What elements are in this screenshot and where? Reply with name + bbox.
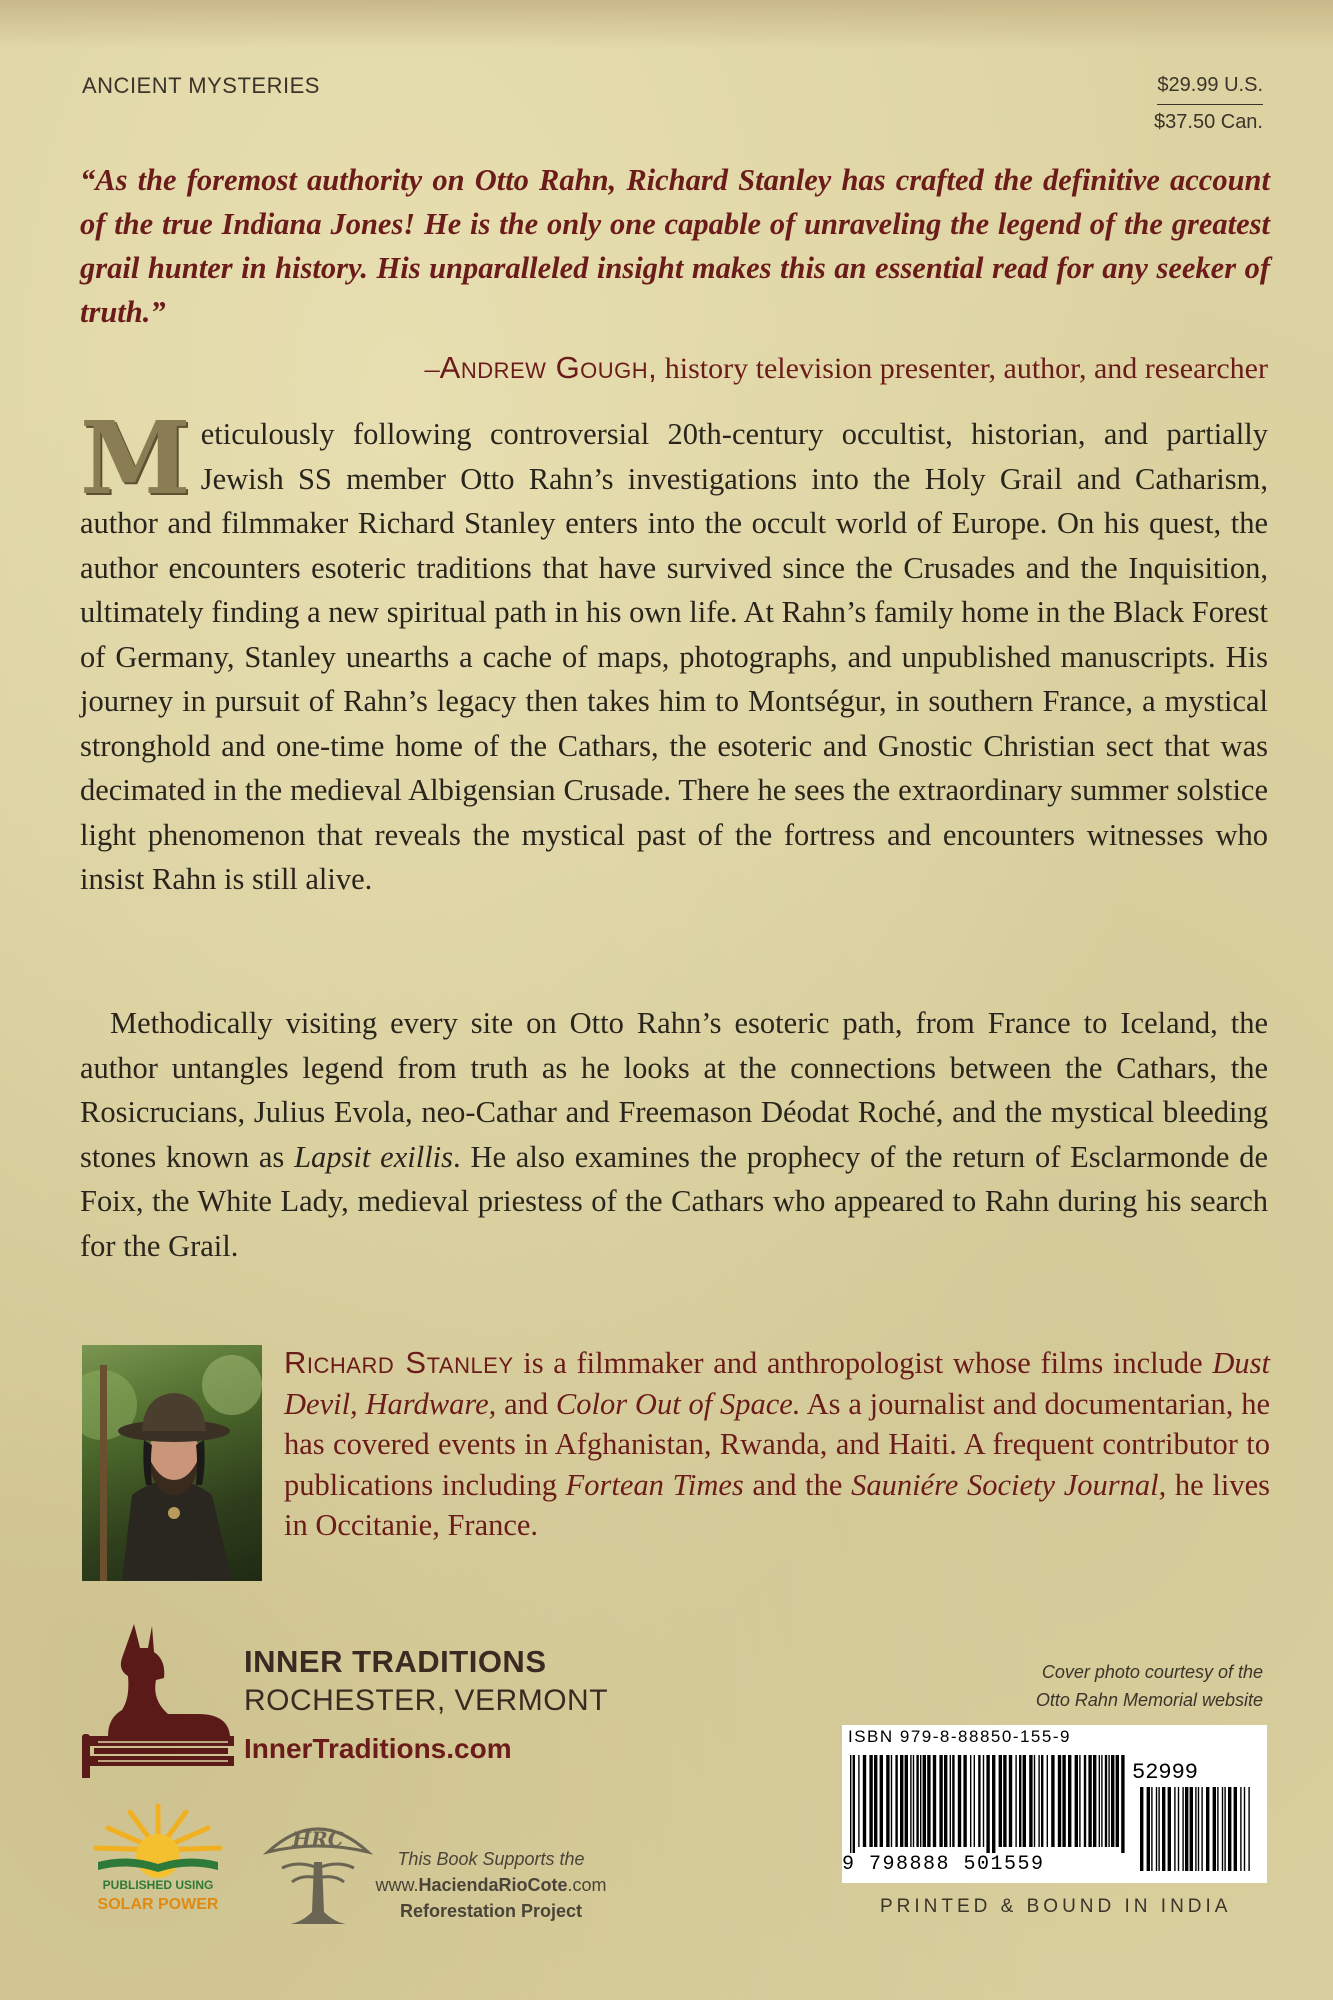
barcode-bar (910, 1755, 911, 1847)
barcode-bar (913, 1755, 914, 1847)
barcode-bar (978, 1755, 980, 1847)
author-photo (82, 1345, 262, 1581)
endorser-name: Andrew Gough, (439, 350, 658, 385)
barcode-bar (1228, 1787, 1231, 1871)
barcode-bar (1009, 1755, 1012, 1847)
barcode-bar (1156, 1787, 1157, 1871)
solar-line-1: PUBLISHED USING (102, 1878, 214, 1892)
barcode-bar (916, 1755, 918, 1847)
endorsement-attribution (425, 350, 1268, 386)
barcode-bar (1206, 1787, 1209, 1871)
barcode-bar (895, 1755, 897, 1847)
anubis-logo-icon (78, 1618, 240, 1778)
author-name: Richard Stanley (284, 1345, 514, 1380)
barcode-bar (1121, 1755, 1124, 1853)
bio-text-5: he lives in Occitanie, France. (284, 1467, 1270, 1542)
barcode-bar (850, 1755, 851, 1853)
barcode-bar (923, 1755, 926, 1847)
barcode-bar (1248, 1787, 1249, 1871)
bio-film-3: Color Out of Space. (555, 1386, 801, 1421)
barcode-bar (950, 1755, 951, 1847)
barcode-bar (1041, 1755, 1043, 1847)
barcode-bar (1185, 1787, 1188, 1871)
barcode-bar (1198, 1787, 1199, 1871)
solar-power-badge (78, 1800, 238, 1920)
barcode-bar (1162, 1787, 1165, 1871)
barcode-bar (927, 1755, 930, 1847)
hrc-logo-text: HRC (292, 1827, 344, 1851)
description-paragraph-2 (80, 1001, 1268, 1268)
barcode-bar (1222, 1787, 1223, 1871)
barcode-bar (1168, 1787, 1171, 1871)
bio-text-2: and (496, 1386, 556, 1421)
author-portrait-illustration (82, 1345, 262, 1581)
endorser-role: history television presenter, author, and researcher (657, 352, 1268, 385)
barcode-bar (900, 1755, 903, 1847)
description-p1-text: eticulously following controversial 20th-century occultist, historian, and partially Jewish SS member Otto Rahn’s investigations into the Holy Grail and Catharism, author and filmmaker Richard Stanley enters into the occult world of Europe. On his quest, the author encounters esoteric traditions that have survived since the Crusades and the Inquisition, ultimately finding a new spiritual path in his own life. At Rahn’s family home in the Black Forest of Germany, Stanley unearths a cache of maps, photographs, and unpublished manuscripts. His journey in pursuit of Rahn’s legacy then takes him to Montségur, in southern France, a mystical stronghold and one-time home of the Cathars, the esoteric and Gnostic Christian sect that was decimated in the medieval Albigensian Crusade. There he sees the extraordinary summer solstice light phenomenon that reveals the mystical past of the fortress and encounters witnesses who insist Rahn is still alive. (80, 417, 1268, 896)
publisher-name: INNER TRADITIONS (244, 1644, 547, 1679)
isbn-number: ISBN 979-8-88850-155-9 (848, 1727, 1071, 1746)
barcode-bar (1244, 1787, 1245, 1871)
barcode-bar (863, 1755, 866, 1847)
barcode-bar (1088, 1755, 1091, 1847)
barcode-bar (999, 1755, 1002, 1847)
barcode-bar (1029, 1755, 1032, 1847)
barcode-bar (1213, 1787, 1216, 1871)
hrc-line-3: Reforestation Project (399, 1901, 583, 1921)
credit-line-1: Cover photo courtesy of the (1041, 1662, 1263, 1682)
bio-text-4: and the (743, 1467, 852, 1502)
barcode-bar (992, 1755, 995, 1853)
credit-line-2: Otto Rahn Memorial website (1035, 1690, 1263, 1710)
barcode-bar (1084, 1755, 1086, 1847)
barcode-bar (1108, 1755, 1109, 1847)
barcode-bar (1224, 1787, 1225, 1871)
barcode-bar (1111, 1755, 1114, 1847)
barcode-bar (1147, 1787, 1150, 1871)
barcode-bar (1158, 1787, 1159, 1871)
author-bio (284, 1343, 1270, 1546)
barcode-bar (1051, 1755, 1054, 1847)
barcode-bar (869, 1755, 872, 1847)
barcode-bar (958, 1755, 961, 1847)
attribution-dash: – (424, 352, 440, 385)
price-code-digits: 52999 (1132, 1760, 1199, 1785)
barcode-bar (970, 1755, 971, 1847)
sun-icon (78, 1800, 238, 1880)
barcode-bar (1116, 1755, 1119, 1847)
barcode-bars-addon (1140, 1787, 1255, 1877)
wood-texture-band (0, 0, 1333, 50)
barcode-bar (891, 1755, 892, 1847)
barcode-bar (1201, 1787, 1202, 1871)
barcode-bar (952, 1755, 954, 1847)
hrc-url-domain: HaciendaRioCote (418, 1875, 568, 1895)
barcode-bar (1151, 1787, 1152, 1871)
barcode-bar (886, 1755, 889, 1847)
hrc-url-prefix: www. (375, 1875, 419, 1895)
bio-text-3: As a journalist and documentarian, he has covered events in Afghanistan, Rwanda, and Haiti. A frequent contributor to publications including (284, 1386, 1270, 1502)
barcode-bar (1217, 1787, 1218, 1871)
hrc-url-suffix: .com (567, 1875, 607, 1895)
barcode-bar (1174, 1787, 1175, 1871)
price-can: $37.50 Can. (1154, 111, 1263, 133)
barcode-bar (1105, 1755, 1107, 1847)
barcode-bar (1068, 1755, 1071, 1847)
barcode-bar (1182, 1787, 1183, 1871)
bio-films: Dust Devil, Hardware, (284, 1346, 1270, 1421)
price-block (1154, 68, 1263, 139)
reforestation-note (356, 1846, 626, 1924)
publisher-city: ROCHESTER, VERMONT (244, 1684, 609, 1717)
barcode-bar (1075, 1755, 1078, 1847)
barcode-bar (1190, 1787, 1193, 1871)
barcode-bar (853, 1755, 855, 1853)
barcode-bar (1003, 1755, 1006, 1847)
category-label: ANCIENT MYSTERIES (82, 73, 320, 98)
barcode-bar (1140, 1787, 1143, 1871)
barcode-bar (1178, 1787, 1179, 1871)
bio-text-1: is a filmmaker and anthropologist whose films include (513, 1346, 1213, 1380)
description-p2-text-b: . He also examines the prophecy of the return of Esclarmonde de Foix, the White Lady, medieval priestess of the Cathars who appeared to Rahn during his search for the Grail. (80, 1139, 1268, 1263)
description-p2-text-a: Methodically visiting every site on Otto Rahn’s esoteric path, from France to Iceland, the author untangles legend from truth as he looks at the connections between the Cathars, the Rosicrucians, Julius Evola, neo-Cathar and Freemason Déodat Roché, and the mystical bleeding stones known as (80, 1006, 1268, 1174)
barcode-bar (1099, 1755, 1100, 1847)
hrc-line-1: This Book Supports the (397, 1849, 585, 1869)
barcode-digits: 9 798888 501559 (842, 1853, 1045, 1876)
barcode-bar (1038, 1755, 1039, 1847)
endorsement-quote: “As the foremost authority on Otto Rahn, Richard Stanley has crafted the definitive account of the true Indiana Jones! He is the only one capable of unraveling the legend of the greatest grail hunter in history. His unparalleled insight makes this an essential read for any seeker of truth.” (80, 163, 1270, 329)
barcode-bar (1015, 1755, 1016, 1847)
barcode-bar (974, 1755, 975, 1847)
barcode-bar (1195, 1787, 1196, 1871)
barcode-bar (963, 1755, 966, 1847)
barcode-bar (858, 1755, 859, 1847)
barcode-bar (944, 1755, 947, 1847)
description-paragraph-1 (80, 399, 1268, 902)
barcode-bar (1062, 1755, 1065, 1847)
solar-line-2: SOLAR POWER (97, 1896, 219, 1913)
bio-publication-2: Sauniére Society Journal, (851, 1467, 1167, 1502)
publisher-url[interactable]: InnerTraditions.com (244, 1733, 512, 1764)
barcode-bar (1019, 1755, 1021, 1847)
barcode-bar (1234, 1787, 1237, 1871)
printed-in-label: PRINTED & BOUND IN INDIA (880, 1896, 1232, 1917)
bio-publication-1: Fortean Times (565, 1467, 744, 1502)
barcode-bar (1058, 1755, 1061, 1847)
barcode-bar (1240, 1787, 1241, 1871)
barcode-bar (1101, 1755, 1102, 1847)
barcode-bar (1093, 1755, 1096, 1847)
barcode-bar (933, 1755, 936, 1847)
barcode-bar (939, 1755, 942, 1847)
barcode-bars-main (850, 1755, 1130, 1853)
drop-cap: M (80, 399, 191, 517)
barcode-bar (1034, 1755, 1035, 1847)
barcode-bar (920, 1755, 921, 1847)
barcode-bar (1023, 1755, 1026, 1847)
barcode-bar (1047, 1755, 1048, 1847)
barcode-bar (983, 1755, 984, 1847)
price-us: $29.99 U.S. (1157, 68, 1263, 105)
barcode-bar (880, 1755, 883, 1847)
barcode-bar (986, 1755, 989, 1853)
description-p2-italic: Lapsit exillis (294, 1139, 454, 1174)
hrc-line-2[interactable] (356, 1872, 626, 1898)
isbn-barcode (842, 1725, 1267, 1883)
barcode-bar (874, 1755, 877, 1847)
barcode-bar (905, 1755, 908, 1847)
barcode-bar (1079, 1755, 1080, 1847)
cover-photo-credit (983, 1658, 1263, 1714)
